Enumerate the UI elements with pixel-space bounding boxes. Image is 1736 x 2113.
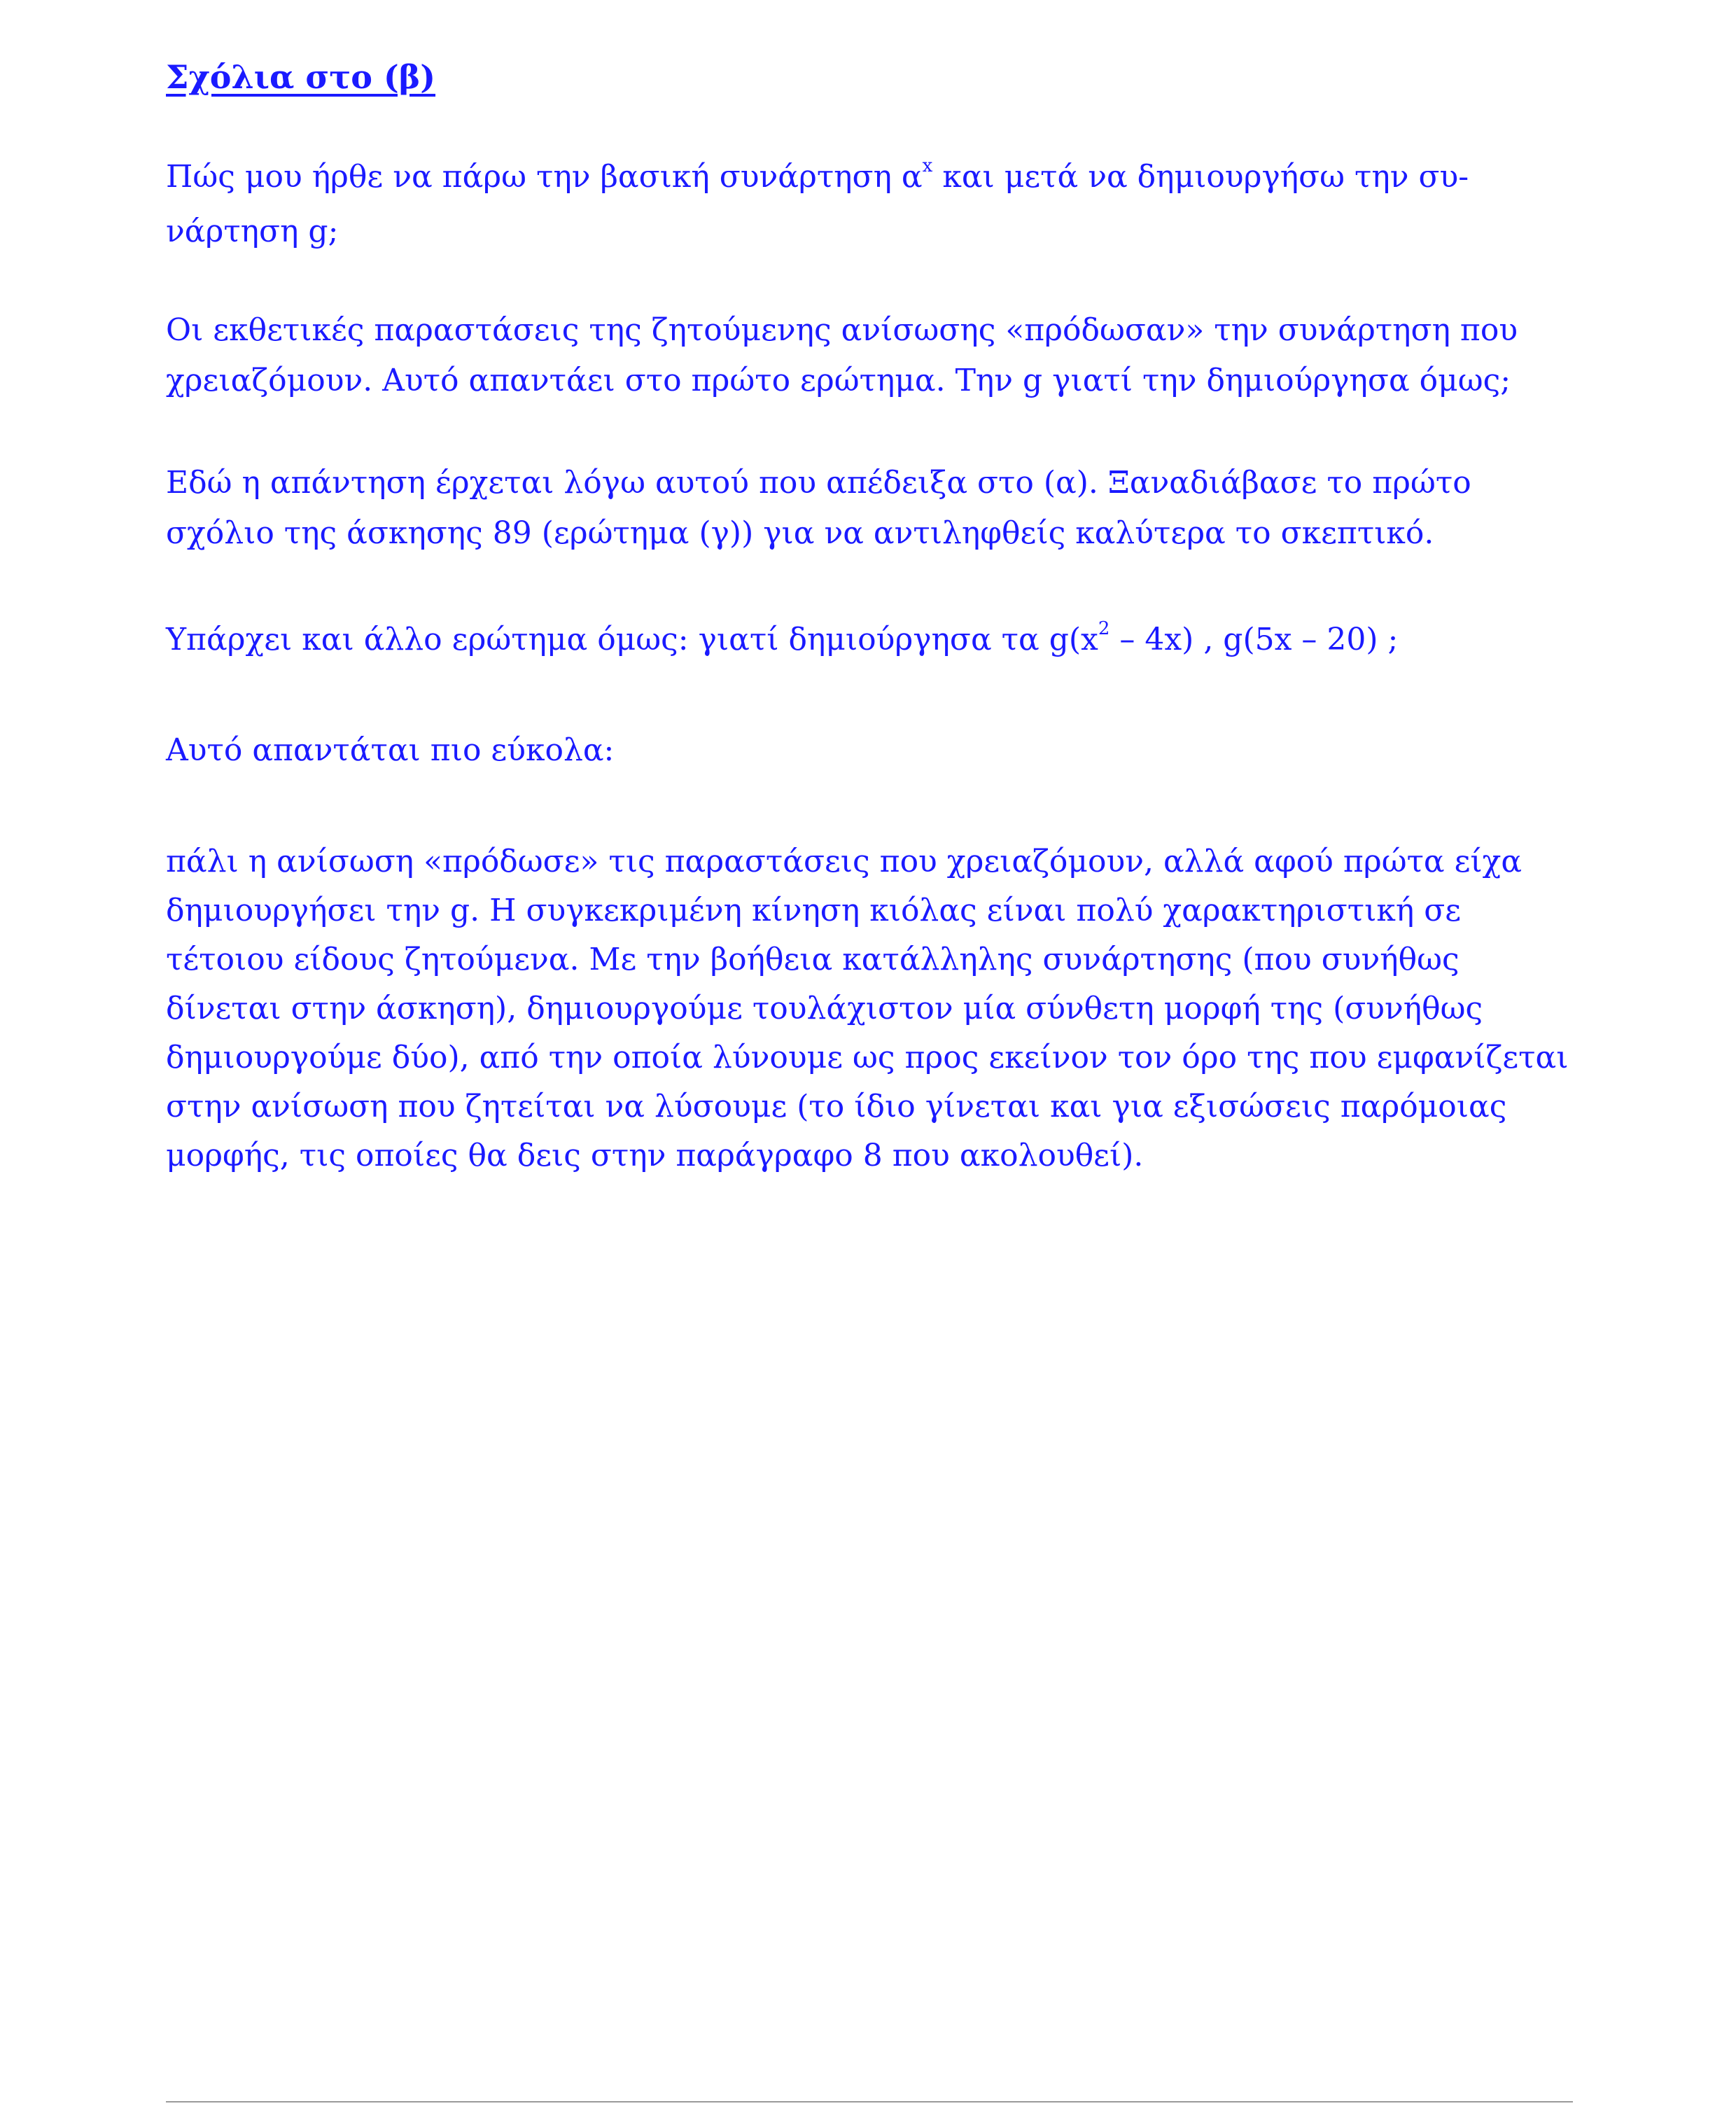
question-text-line2: νάρτηση g; <box>166 214 339 249</box>
question-paragraph <box>166 150 1573 259</box>
section-heading: Σχόλια στο (β) <box>166 58 436 96</box>
exponent-2: 2 <box>1098 618 1110 639</box>
question-text-start: Πώς μου ήρθε να πάρω την βασική συνάρτηση α <box>166 159 923 195</box>
paragraph-exponential-expressions: Οι εκθετικές παραστάσεις της ζητούμενης ανίσωσης «πρόδωσαν» την συνάρτηση που χρειαζόμουν. Αυτό απαντάει στο πρώτο ερώτημα. Την g γιατί την δημιούργησα όμως; <box>166 312 1518 398</box>
question-text-end: και μετά να δημιουργήσω την συ- <box>932 159 1469 195</box>
paragraph-easy-answer: Αυτό απαντάται πιο εύκολα: <box>166 732 615 768</box>
paragraph-answer-reference: Εδώ η απάντηση έρχεται λόγω αυτού που απέδειξα στο (α). Ξαναδιάβασε το πρώτο σχόλιο της άσκησης 89 (ερώτημα (γ)) για να αντιληφθείς καλύτερα το σκεπτικό. <box>166 465 1471 551</box>
second-question-start: Υπάρχει και άλλο ερώτημα όμως: γιατί δημιούργησα τα g(x <box>166 622 1098 657</box>
exponent-x: x <box>922 155 933 176</box>
document-page <box>166 49 1573 1180</box>
second-question-end: – 4x) , g(5x – 20) ; <box>1110 622 1399 657</box>
paragraph-second-question <box>166 615 1573 665</box>
footer-divider <box>166 2101 1573 2102</box>
paragraph-explanation: πάλι η ανίσωση «πρόδωσε» τις παραστάσεις που χρειαζόμουν, αλλά αφού πρώτα είχα δημιουργήσει την g. Η συγκεκριμένη κίνηση κιόλας είναι πολύ χαρακτηριστική σε τέτοιου είδους ζητούμενα. Με την βοήθεια κατάλληλης συνάρτησης (που συνήθως δίνεται στην άσκηση), δημιουργούμε τουλάχιστον μία σύνθετη μορφή της (συνήθως δημιουργούμε δύο), από την οποία λύνουμε ως προς εκείνον τον όρο της που εμφανίζεται στην ανίσωση που ζητείται να λύσουμε (το ίδιο γίνεται και για εξισώσεις παρόμοιας μορφής, τις οποίες θα δεις στην παράγραφο 8 που ακολουθεί). <box>166 844 1569 1173</box>
